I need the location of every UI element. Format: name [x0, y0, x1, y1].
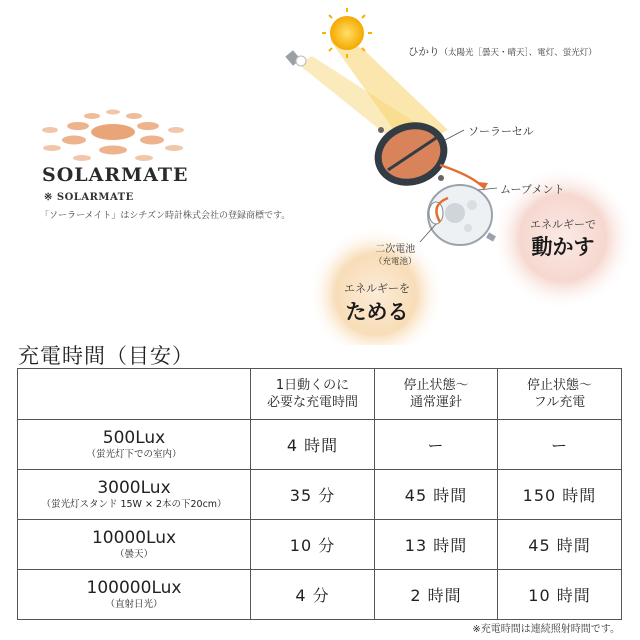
condition-cell: 3000Lux （蛍光灯スタンド 15W × 2本の下20cm）	[18, 470, 251, 520]
table-row	[18, 570, 622, 620]
light-detail: （太陽光［曇天・晴天］、電灯、蛍光灯）	[439, 48, 597, 58]
movement-label: ムーブメント	[500, 183, 565, 196]
condition-cell: 10000Lux （曇天）	[18, 520, 251, 570]
move-bubble-main: 動かす	[531, 235, 595, 259]
trademark-note: 「ソーラーメイト」はシチズン時計株式会社の登録商標です。	[40, 211, 291, 221]
light-bulb-icon	[285, 50, 306, 66]
day-charge-cell: 35 分	[251, 470, 375, 520]
section-title: 充電時間（目安）	[18, 344, 194, 368]
table-row	[18, 520, 622, 570]
battery-sub-label: （充電池）	[374, 257, 417, 267]
solarmate-logo-icon	[38, 108, 188, 164]
table-row	[18, 470, 622, 520]
brand-mark: ※ SOLARMATE	[44, 192, 134, 203]
store-bubble-main: ためる	[345, 300, 409, 324]
header-cell-empty	[18, 369, 251, 420]
normal-charge-cell: 2 時間	[375, 570, 498, 620]
header-cell-normal: 停止状態～ 通常運針	[375, 369, 498, 420]
normal-charge-cell: 45 時間	[375, 470, 498, 520]
condition-cell: 100000Lux （直射日光）	[18, 570, 251, 620]
brand-name: SOLARMATE	[42, 164, 189, 186]
full-charge-cell: 45 時間	[498, 520, 622, 570]
table-row	[18, 420, 622, 470]
charge-time-table	[17, 368, 622, 620]
solar-cell-label: ソーラーセル	[468, 125, 534, 138]
battery-label: 二次電池 （充電池）	[374, 244, 417, 267]
full-charge-cell: 150 時間	[498, 470, 622, 520]
movement-leader-line	[478, 188, 497, 190]
day-charge-cell: 4 分	[251, 570, 375, 620]
normal-charge-cell: 13 時間	[375, 520, 498, 570]
header-cell-full: 停止状態～ フル充電	[498, 369, 622, 420]
header-cell-day: 1日動くのに 必要な充電時間	[251, 369, 375, 420]
arrow-icon	[440, 165, 482, 186]
full-charge-cell: ー	[498, 420, 622, 470]
table-header-row	[18, 369, 622, 420]
full-charge-cell: 10 時間	[498, 570, 622, 620]
store-bubble-sub: エネルギーを	[344, 282, 410, 295]
move-bubble-sub: エネルギーで	[530, 218, 596, 231]
light-label: ひかり（太陽光［曇天・晴天］、電灯、蛍光灯）	[408, 46, 597, 58]
cell-leader-line	[445, 130, 464, 140]
condition-cell: 500Lux （蛍光灯下での室内）	[18, 420, 251, 470]
footnote: ※充電時間は連続照射時間です。	[472, 624, 620, 635]
day-charge-cell: 10 分	[251, 520, 375, 570]
day-charge-cell: 4 時間	[251, 420, 375, 470]
normal-charge-cell: ー	[375, 420, 498, 470]
